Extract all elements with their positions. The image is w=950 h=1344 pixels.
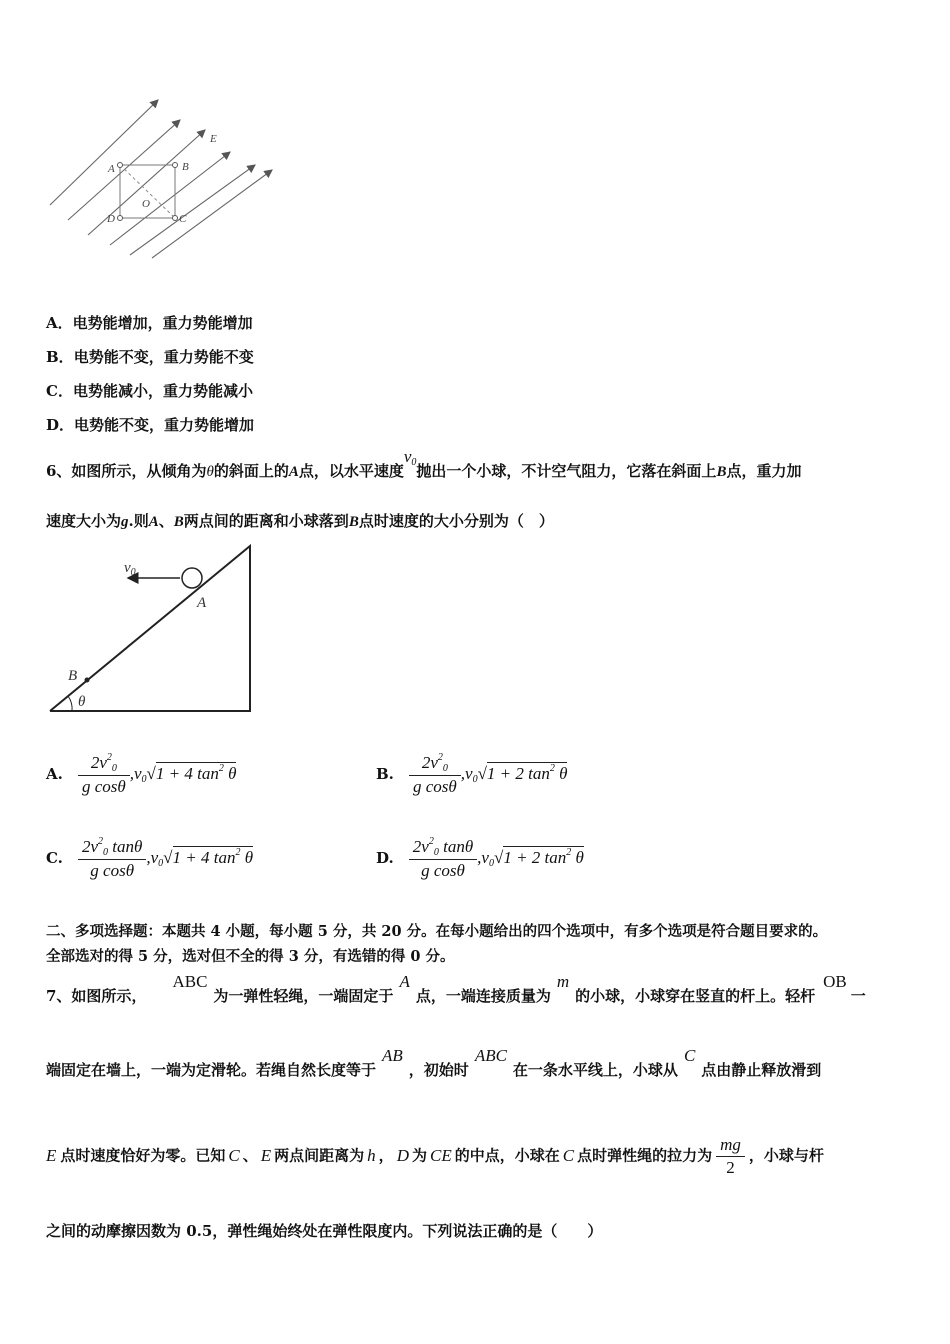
text: 一 <box>850 987 866 1005</box>
e-symbol: E <box>260 1145 272 1165</box>
t: 2v <box>82 837 99 856</box>
text: 为一弹性轻绳，一端固定于 <box>213 987 394 1005</box>
option-letter: D. <box>376 849 394 867</box>
label-b: B <box>182 161 189 173</box>
text: 端固定在墙上，一端为定滑轮。若绳自然长度等于 <box>46 1061 377 1079</box>
v0-symbol <box>404 447 417 466</box>
option-letter: B． <box>46 348 74 366</box>
sub: 0 <box>130 567 136 578</box>
t: tanθ <box>108 837 143 856</box>
theta: θ <box>206 464 214 480</box>
v: v <box>150 848 159 867</box>
point-a <box>118 163 123 168</box>
sup: 2 <box>235 847 241 858</box>
text: 点，以水平速度 <box>298 462 404 480</box>
ab-symbol: AB <box>382 1046 403 1065</box>
text: 、 <box>158 512 174 530</box>
numerator <box>78 836 146 860</box>
point-d <box>118 216 123 221</box>
t: θ <box>223 764 237 783</box>
text: 7、如图所示， <box>46 987 147 1005</box>
incline-triangle <box>50 546 250 711</box>
option-letter: C． <box>46 382 73 400</box>
q6-option-c <box>46 836 253 881</box>
sup: 2 <box>566 847 572 858</box>
speed-expression <box>146 848 253 867</box>
v: v <box>465 764 473 783</box>
text: 两点间距离为 <box>274 1146 365 1165</box>
point-a: A <box>288 464 299 480</box>
sup: 2 <box>106 752 112 763</box>
q7-line3 <box>46 1135 824 1178</box>
option-letter: A． <box>46 314 73 332</box>
numerator: mg <box>716 1135 745 1157</box>
sep: , <box>460 764 466 783</box>
d-symbol: D <box>396 1145 409 1165</box>
t: 2v <box>90 753 107 772</box>
t: 1 + 4 tan <box>155 764 219 783</box>
c-symbol: C <box>562 1145 575 1165</box>
point-a: A <box>148 514 159 530</box>
m-symbol: m <box>556 972 570 991</box>
field-diagram <box>40 90 280 260</box>
radicand <box>503 846 584 867</box>
option-letter: A. <box>46 765 63 783</box>
ball <box>182 568 202 588</box>
text: .则 <box>128 512 149 530</box>
text: 为 <box>411 1146 427 1165</box>
field-diagram-svg <box>40 90 280 260</box>
field-line <box>130 165 255 255</box>
point-b: B <box>348 514 359 530</box>
v: v <box>403 447 412 466</box>
label-c: C <box>179 213 187 225</box>
diagonal-ac <box>120 165 175 218</box>
sqrt-icon: √ <box>163 848 173 867</box>
numerator <box>409 836 477 860</box>
sup: 2 <box>98 836 104 847</box>
denominator: g cosθ <box>421 861 465 880</box>
sub: 0 <box>103 847 109 858</box>
denominator: g cosθ <box>90 861 135 880</box>
label-a: A <box>108 163 115 175</box>
q6-stem-line1 <box>46 447 802 482</box>
section2-line2: 全部选对的得 5 分，选对但不全的得 3 分，有选错的得 0 分。 <box>46 948 455 965</box>
q6-option-a <box>46 752 236 797</box>
c-symbol: C <box>683 1046 696 1065</box>
speed-expression <box>477 848 584 867</box>
sup: 2 <box>428 836 434 847</box>
sqrt-icon: √ <box>493 848 504 867</box>
q5-option-a <box>46 312 253 333</box>
field-line <box>152 170 272 258</box>
label-b: B <box>68 668 78 684</box>
denominator: g cosθ <box>413 777 457 796</box>
field-line <box>50 100 158 205</box>
text: ，小球与杆 <box>748 1146 824 1165</box>
text: 点时弹性绳的拉力为 <box>577 1146 713 1165</box>
text: 点时速度的大小分别为（ ） <box>358 512 554 530</box>
numerator <box>78 752 130 776</box>
t: θ <box>554 764 568 783</box>
sep: , <box>129 764 134 783</box>
q6-option-b <box>376 752 567 797</box>
radicand <box>173 846 254 867</box>
text: 速度大小为 <box>46 512 122 530</box>
text: ，初始时 <box>408 1061 469 1079</box>
sub: 0 <box>488 858 494 869</box>
v: v <box>481 848 489 867</box>
sub: 0 <box>442 763 448 774</box>
q5-option-b <box>46 346 254 367</box>
sub: 0 <box>433 847 439 858</box>
point-b: B <box>716 464 727 480</box>
q6-option-d <box>376 836 584 881</box>
sqrt-icon: √ <box>146 764 156 783</box>
text: 点，重力加 <box>726 462 802 480</box>
a-symbol: A <box>399 972 410 991</box>
sub: 0 <box>158 858 164 869</box>
option-text: 电势能增加，重力势能增加 <box>72 314 253 332</box>
speed-expression <box>461 764 568 783</box>
h-symbol: h <box>367 1145 376 1165</box>
q5-option-c <box>46 380 253 401</box>
option-text: 电势能不变，重力势能增加 <box>74 416 255 434</box>
field-line <box>68 120 180 220</box>
sup: 2 <box>218 763 224 774</box>
sup: 2 <box>549 763 555 774</box>
e-symbol: E <box>46 1145 57 1165</box>
point-c <box>173 216 178 221</box>
q7-line1 <box>46 972 866 1006</box>
sup: 2 <box>437 752 443 763</box>
sub: 0 <box>111 763 117 774</box>
label-o: O <box>142 198 150 210</box>
incline-diagram-svg <box>40 540 270 720</box>
abc-symbol: ABC <box>474 1046 507 1065</box>
t: 2v <box>412 837 429 856</box>
section2-line1: 二、多项选择题：本题共 4 小题，每小题 5 分，共 20 分。在每小题给出的四个选项中，有多个选项是符合题目要求的。 <box>46 923 828 940</box>
label-a: A <box>197 595 207 611</box>
point-b <box>173 163 178 168</box>
text: 、 <box>242 1146 258 1165</box>
text: 点，一端连接质量为 <box>415 987 551 1005</box>
t: θ <box>240 848 254 867</box>
text: 6、如图所示，从倾角为 <box>46 462 207 480</box>
option-text: 电势能不变，重力势能不变 <box>73 348 254 366</box>
numerator <box>409 752 461 776</box>
text: 的斜面上的 <box>213 462 289 480</box>
q7-line2 <box>46 1046 822 1080</box>
label-theta: θ <box>78 694 86 710</box>
mg-over-2-fraction <box>716 1135 745 1178</box>
angle-arc <box>68 696 72 711</box>
text: 的小球，小球穿在竖直的杆上。轻杆 <box>575 987 816 1005</box>
g-symbol: g <box>121 514 129 530</box>
sub: 0 <box>472 774 478 785</box>
fraction <box>409 836 477 881</box>
sqrt-icon: √ <box>477 764 487 783</box>
t: 1 + 2 tan <box>503 848 567 867</box>
incline-diagram <box>40 540 270 720</box>
ce-symbol: CE <box>429 1145 452 1165</box>
speed-expression <box>130 764 237 783</box>
t: 1 + 4 tan <box>172 848 236 867</box>
t: tanθ <box>438 837 474 856</box>
point-b: B <box>173 514 184 530</box>
label-e: E <box>210 133 217 145</box>
text: ， <box>378 1146 394 1165</box>
v: v <box>133 764 142 783</box>
abc-symbol: ABC <box>172 972 208 991</box>
text: 在一条水平线上，小球从 <box>512 1061 678 1079</box>
denominator: 2 <box>726 1158 735 1177</box>
t: 2v <box>421 753 438 772</box>
radicand <box>156 762 237 783</box>
label-v0 <box>124 560 136 578</box>
option-text: 电势能减小，重力势能减小 <box>72 382 253 400</box>
option-letter: D． <box>46 416 75 434</box>
text: 点时速度恰好为零。已知 <box>60 1146 226 1165</box>
text: 两点间的距离和小球落到 <box>183 512 349 530</box>
t: θ <box>571 848 584 867</box>
q5-option-d <box>46 414 254 435</box>
radicand <box>487 762 568 783</box>
v: v <box>124 560 131 576</box>
text: 的中点，小球在 <box>454 1146 560 1165</box>
q7-line4: 之间的动摩擦因数为 0.5，弹性绳始终处在弹性限度内。下列说法正确的是（ ） <box>46 1222 603 1240</box>
field-line <box>88 130 205 235</box>
sub: 0 <box>141 774 147 785</box>
q6-stem-line2 <box>46 510 554 531</box>
fraction <box>409 752 461 797</box>
option-letter: B. <box>376 765 394 783</box>
ob-symbol: OB <box>823 972 847 991</box>
sub: 0 <box>411 457 417 468</box>
fraction <box>78 752 130 797</box>
text: 抛出一个小球，不计空气阻力，它落在斜面上 <box>416 462 717 480</box>
denominator: g cosθ <box>81 777 126 796</box>
label-d: D <box>107 213 115 225</box>
text: 点由静止释放滑到 <box>701 1061 822 1079</box>
sep: , <box>146 848 151 867</box>
t: 1 + 2 tan <box>486 764 550 783</box>
c-symbol: C <box>228 1145 240 1165</box>
sep: , <box>477 848 482 867</box>
fraction <box>78 836 146 881</box>
point-b <box>85 678 90 683</box>
option-letter: C. <box>46 849 63 867</box>
